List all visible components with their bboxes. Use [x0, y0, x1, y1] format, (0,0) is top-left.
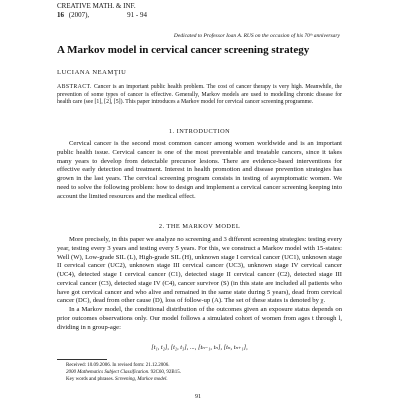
abstract-label: ABSTRACT. — [57, 84, 92, 90]
journal-volume: 16 — [57, 11, 64, 19]
paragraph: In a Markov model, the conditional distribution of the outcomes given an exposure status depends on prior outcomes observations only. Our model follows a simulated cohort of women from ages t through l, dividing in n group-age: — [57, 306, 342, 331]
section-heading-markov-model: 2. THE MARKOV MODEL — [158, 223, 241, 230]
footnote-received: Received: 10.09.2006. In revised form: 21.12.2006. — [66, 363, 170, 368]
keywords-label: Key words and phrases. — [66, 376, 114, 382]
footnote-keywords — [66, 377, 181, 384]
paragraph: More precisely, in this paper we analyze no screening and 3 different screening strategies: testing every year, testing every 3 years and testing every 5 years. For this, we construct a Markov model with 15-states: Well (W), Low-grade SIL (L), High-grade SIL (H), unknown stage I cervical cancer (UC1), unknown stage II cervical cancer (UC2), unknown stage III cervical cancer (UC3), unknown stage IV cervical cancer (UC4), detected stage I cervical cancer (C1), detected stage II cervical cancer (C2), detected stage III cervical cancer (C3), detected stage IV (C4), cancer survivor (S) (in this state are included all patients who have got cervical cancer and who alive and remained in the same state during 5 years), dead from cervical cancer (DC), dead from other cause (D), loss of follow-up (A). The set of these states is denoted by χ. — [57, 236, 342, 305]
section-heading-introduction: 1. INTRODUCTION — [168, 128, 231, 135]
journal-header — [57, 2, 147, 20]
paragraph: Cervical cancer is the second most common cancer among women worldwide and is an important public health issue. Cervical cancer is one of the most preventable and treatable cancers, since it takes many years to develop from detectable precursor lesions. There are evidence-based interventions for effective early detection and treatment. Interest in health promotion and disease prevention strategies has grown in the last years. The cervical screening program consists in testing of asymptomatic women. We need to solve the following problem: how to design and implement a cervical cancer screening keeping into account the limited resources and the medical effect. — [57, 140, 342, 200]
page-number: 91 — [195, 394, 201, 400]
msc-codes: 92C60, 92B15. — [150, 369, 181, 375]
keywords-values: Screening, Markov model. — [115, 376, 168, 382]
abstract — [57, 84, 342, 107]
dedication: Dedicated to Professor Ioan A. RUS on the occasion of his 70ᵗʰ anniversary — [173, 33, 340, 39]
journal-year: (2007), — [68, 11, 90, 19]
markov-model-body — [57, 236, 342, 332]
introduction-body — [57, 140, 342, 201]
footnotes — [66, 363, 181, 383]
msc-label: 2000 Mathematics Subject Classification. — [66, 369, 150, 375]
abstract-text: Cancer is an important public health problem. The cost of cancer therapy is very high. Meanwhile, the prevention of some types of cancer is effective. Generally, Markov models are used to modelling chronic disease for health care (see [1], [2], [5]). This paper introduces a Markov model for cervical cancer screening programme. — [57, 84, 342, 106]
paper-title: A Markov model in cervical cancer screening strategy — [57, 44, 310, 56]
author-name: LUCIANA NEAMŢIU — [57, 69, 127, 76]
journal-issue-line — [57, 11, 147, 20]
journal-pages: 91 - 94 — [127, 11, 148, 19]
age-group-formula: [t₁, t₂], [t₂, t₃], ..., [tₙ₋₁, tₙ], [tₙ, tₙ₊₁], — [151, 344, 248, 351]
journal-name: CREATIVE MATH. & INF. — [57, 2, 136, 10]
footnote-msc — [66, 370, 181, 377]
footnote-rule — [57, 359, 107, 360]
